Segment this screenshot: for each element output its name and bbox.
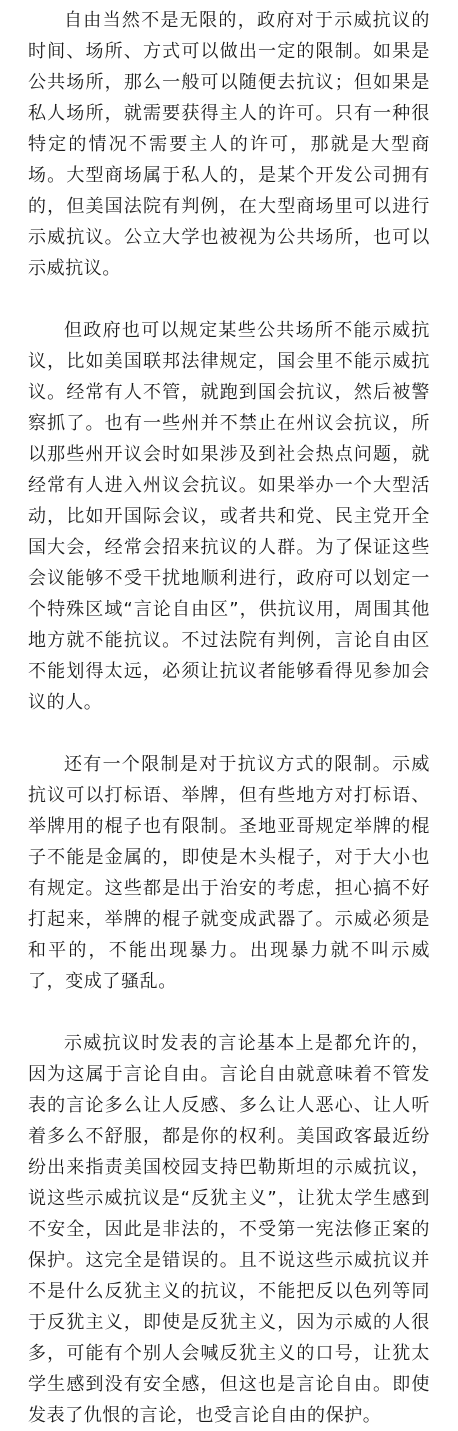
paragraph-3: 还有一个限制是对于抗议方式的限制。示威抗议可以打标语、举牌，但有些地方对打标语、举牌用的棍子也有限制。圣地亚哥规定举牌的棍子不能是金属的，即使是木头棍子，对于大小也有规定。这些都是出于治安的考虑，担心搞不好打起来，举牌的棍子就变成武器了。示威必须是和平的，不能出现暴力。出现暴力就不叫示威了，变成了骚乱。	[28, 754, 430, 992]
paragraph-4: 示威抗议时发表的言论基本上是都允许的，因为这属于言论自由。言论自由就意味着不管发表的言论多么让人反感、多么让人恶心、让人听着多么不舒服，都是你的权利。美国政客最近纷纷出来指责美国校园支持巴勒斯坦的示威抗议，说这些示威抗议是“反犹主义”，让犹太学生感到不安全，因此是非法的，不受第一宪法修正案的保护。这完全是错误的。且不说这些示威抗议并不是什么反犹主义的抗议，不能把反以色列等同于反犹主义，即使是反犹主义，因为示威的人很多，可能有个别人会喊反犹主义的口号，让犹太学生感到没有安全感，但这也是言论自由。即使发表了仇恨的言论，也受言论自由的保护。	[28, 1033, 430, 1426]
paragraph-2: 但政府也可以规定某些公共场所不能示威抗议，比如美国联邦法律规定，国会里不能示威抗议。经常有人不管，就跑到国会抗议，然后被警察抓了。也有一些州并不禁止在州议会抗议，所以那些州开议会时如果涉及到社会热点问题，就经常有人进入州议会抗议。如果举办一个大型活动，比如开国际会议，或者共和党、民主党开全国大会，经常会招来抗议的人群。为了保证这些会议能够不受干扰地顺利进行，政府可以划定一个特殊区域“言论自由区”，供抗议用，周围其他地方就不能抗议。不过法院有判例，言论自由区不能划得太远，必须让抗议者能够看得见参加会议的人。	[28, 320, 430, 713]
paragraph-1: 自由当然不是无限的，政府对于示威抗议的时间、场所、方式可以做出一定的限制。如果是公共场所，那么一般可以随便去抗议；但如果是私人场所，就需要获得主人的许可。只有一种很特定的情况不需要主人的许可，那就是大型商场。大型商场属于私人的，是某个开发公司拥有的，但美国法院有判例，在大型商场里可以进行示威抗议。公立大学也被视为公共场所，也可以示威抗议。	[28, 10, 430, 279]
